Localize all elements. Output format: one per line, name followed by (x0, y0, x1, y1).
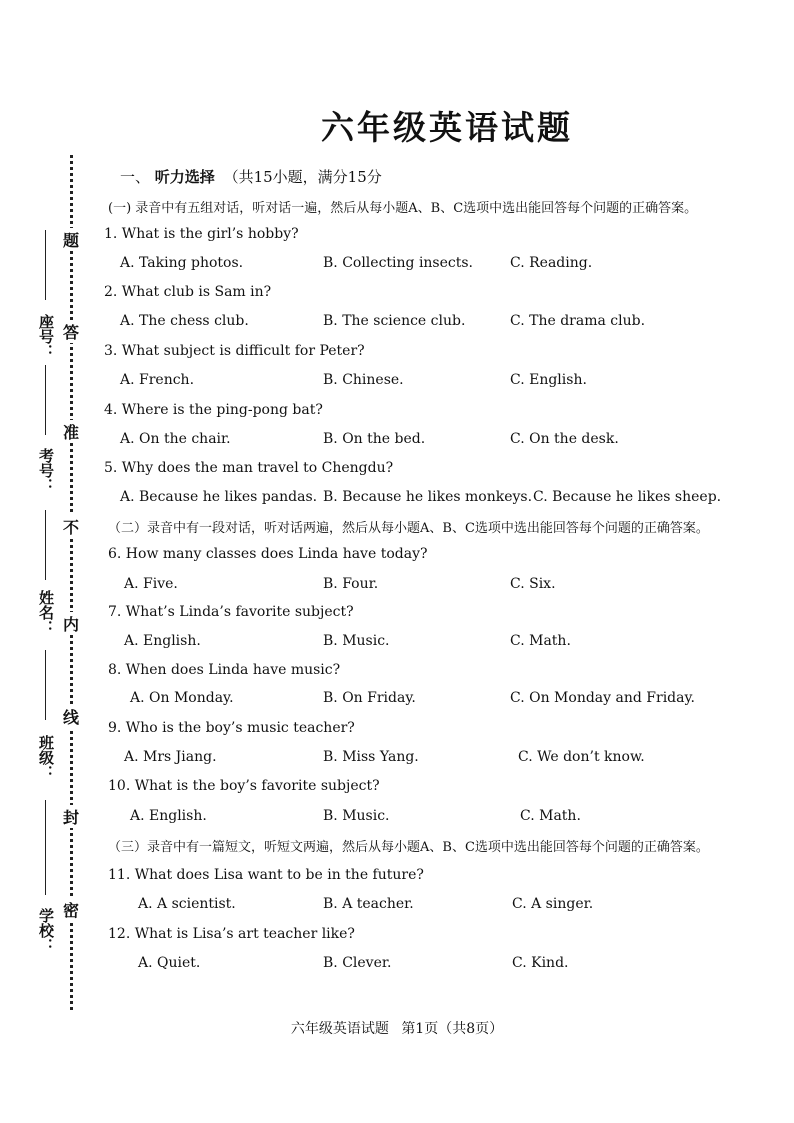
page-title: 六年级英语试题 (321, 108, 573, 147)
name-line[interactable] (45, 510, 46, 580)
seal-char: 不 (62, 515, 80, 538)
section-number: 一、 (120, 168, 151, 186)
option-a[interactable]: A. French. (120, 372, 195, 388)
option-a[interactable]: A. Five. (124, 576, 178, 592)
name-label: 姓名： (37, 590, 55, 635)
option-c[interactable]: C. The drama club. (510, 313, 646, 329)
seal-char: 线 (62, 705, 80, 728)
school-line[interactable] (45, 800, 46, 895)
question-text: 4. Where is the ping-pong bat? (104, 402, 323, 418)
option-b[interactable]: B. Music. (323, 633, 390, 649)
page-number: 第1页（共8页） (401, 1021, 504, 1037)
option-a[interactable]: A. A scientist. (138, 896, 236, 912)
option-a[interactable]: A. On the chair. (120, 431, 231, 447)
question-text: 10. What is the boy’s favorite subject? (108, 778, 380, 794)
instruction-part-1: (一) 录音中有五组对话，听对话一遍，然后从每小题A、B、C选项中选出能回答每个问题的正确答案。 (108, 201, 698, 216)
seal-char: 密 (62, 898, 80, 921)
footer-title: 六年级英语试题 (290, 1021, 389, 1037)
option-a[interactable]: A. Because he likes pandas. (120, 489, 318, 505)
option-c[interactable]: C. English. (510, 372, 587, 388)
seal-char: 内 (62, 612, 80, 635)
option-b[interactable]: B. Collecting insects. (323, 255, 474, 271)
question-text: 3. What subject is difficult for Peter? (104, 343, 365, 359)
class-line[interactable] (45, 650, 46, 720)
seal-char: 题 (62, 228, 80, 251)
question-text: 9. Who is the boy’s music teacher? (108, 720, 355, 736)
option-c[interactable]: C. On the desk. (510, 431, 619, 447)
option-a[interactable]: A. On Monday. (130, 690, 234, 706)
section-note: （共15小题，满分15分 (223, 168, 382, 186)
option-c[interactable]: C. We don’t know. (518, 749, 645, 765)
option-b[interactable]: B. Chinese. (323, 372, 404, 388)
question-text: 6. How many classes does Linda have today? (108, 546, 428, 562)
option-b[interactable]: B. Four. (323, 576, 379, 592)
option-b[interactable]: B. On Friday. (323, 690, 416, 706)
instruction-part-2: （二）录音中有一段对话，听对话两遍，然后从每小题A、B、C选项中选出能回答每个问题的正确答案。 (108, 521, 709, 536)
seal-char: 答 (62, 320, 80, 343)
option-a[interactable]: A. Mrs Jiang. (124, 749, 217, 765)
option-b[interactable]: B. Miss Yang. (323, 749, 419, 765)
option-c[interactable]: C. Reading. (510, 255, 593, 271)
seal-char: 封 (62, 805, 80, 828)
option-a[interactable]: A. Quiet. (138, 955, 201, 971)
option-a[interactable]: A. The chess club. (120, 313, 249, 329)
school-label: 学校： (37, 908, 55, 953)
option-b[interactable]: B. Music. (323, 808, 390, 824)
option-c[interactable]: C. A singer. (512, 896, 594, 912)
question-text: 1. What is the girl’s hobby? (104, 226, 299, 242)
option-c[interactable]: C. On Monday and Friday. (510, 690, 695, 706)
option-c[interactable]: C. Because he likes sheep. (533, 489, 722, 505)
page-footer (0, 1018, 794, 1038)
option-a[interactable]: A. English. (130, 808, 207, 824)
option-b[interactable]: B. A teacher. (323, 896, 414, 912)
option-c[interactable]: C. Math. (520, 808, 581, 824)
seal-dotted-line (70, 155, 73, 1010)
option-a[interactable]: A. Taking photos. (120, 255, 244, 271)
seat-number-label: 座号： (37, 314, 55, 359)
seat-number-line[interactable] (45, 230, 46, 300)
option-c[interactable]: C. Kind. (512, 955, 569, 971)
option-c[interactable]: C. Six. (510, 576, 556, 592)
question-text: 7. What’s Linda’s favorite subject? (108, 604, 354, 620)
question-text: 12. What is Lisa’s art teacher like? (108, 926, 355, 942)
instruction-part-3: （三）录音中有一篇短文，听短文两遍，然后从每小题A、B、C选项中选出能回答每个问题的正确答案。 (108, 840, 709, 855)
class-label: 班级： (37, 735, 55, 780)
exam-number-label: 考号： (37, 448, 55, 493)
question-text: 8. When does Linda have music? (108, 662, 341, 678)
section-title: 听力选择 (154, 168, 215, 186)
question-text: 2. What club is Sam in? (104, 284, 272, 300)
exam-number-line[interactable] (45, 365, 46, 435)
option-b[interactable]: B. Clever. (323, 955, 392, 971)
option-c[interactable]: C. Math. (510, 633, 571, 649)
option-b[interactable]: B. On the bed. (323, 431, 426, 447)
question-text: 5. Why does the man travel to Chengdu? (104, 460, 394, 476)
option-b[interactable]: B. Because he likes monkeys. (323, 489, 533, 505)
section-heading (120, 166, 382, 187)
question-text: 11. What does Lisa want to be in the future? (108, 867, 424, 883)
option-a[interactable]: A. English. (124, 633, 201, 649)
seal-char: 准 (62, 420, 80, 443)
option-b[interactable]: B. The science club. (323, 313, 466, 329)
